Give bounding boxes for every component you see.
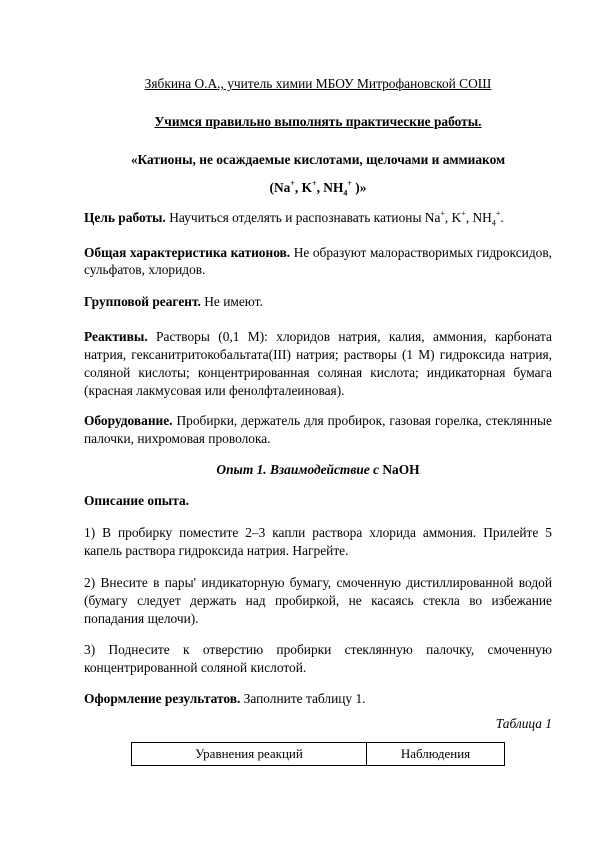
general-text: Не образуют малорастворимых гидроксидов, сульфатов, хлоридов. [84, 245, 552, 277]
group-reagent-paragraph [84, 294, 552, 310]
goal-end: . [500, 210, 504, 225]
title-k-symbol: , K [294, 180, 313, 195]
experiment-title-reagent: NaOH [382, 462, 420, 477]
equipment-label: Оборудование. [84, 413, 173, 428]
goal-na-charge: + [440, 208, 445, 218]
group-reagent-label: Групповой реагент. [84, 294, 201, 309]
title-nh-subscript: 4 [343, 188, 348, 198]
title-close: )» [351, 180, 367, 195]
general-paragraph [84, 244, 552, 278]
experiment-step-3: 3) Поднесите к отверстию пробирки стеклянную палочку, смоченную концентрированной соляной кислотой. [84, 642, 552, 675]
results-paragraph [84, 691, 552, 707]
goal-nh-subscript: 4 [491, 218, 496, 228]
title-na-symbol: (Na [269, 180, 291, 195]
topic-title-line2 [84, 180, 552, 196]
title-nh-charge: + [347, 178, 352, 188]
topic-title-line1: «Катионы, не осаждаемые кислотами, щелочами и аммиаком [130, 152, 506, 167]
table-header-observations: Наблюдения [367, 743, 505, 766]
title-na-charge: + [290, 178, 295, 188]
table-header-row [132, 743, 505, 766]
motto-line: Учимся правильно выполнять практические работы. [154, 114, 482, 129]
title-k-charge: + [312, 178, 317, 188]
results-label: Оформление результатов. [84, 691, 241, 706]
goal-label: Цель работы. [84, 210, 166, 225]
author-line: Зябкина О.А., учитель химии МБОУ Митрофановской СОШ [144, 76, 492, 91]
results-text: Заполните таблицу 1. [240, 691, 366, 706]
reagents-paragraph [84, 328, 552, 400]
experiment-step-1: 1) В пробирку поместите 2–3 капли раствора хлорида аммония. Прилейте 5 капель раствора гидроксида натрия. Нагрейте. [84, 525, 552, 558]
experiment-step-2: 2) Внесите в пары' индикаторную бумагу, смоченную дистиллированной водой (бумагу следует держать над пробиркой, не касаясь стекла во избежание попадания щелочи). [84, 575, 552, 626]
goal-text: Научиться отделять и распознавать катионы Na [165, 210, 441, 225]
goal-k-charge: + [461, 208, 466, 218]
group-reagent-text: Не имеют. [200, 294, 263, 309]
goal-k-symbol: , K [444, 210, 462, 225]
experiment-title-text: Опыт 1. Взаимодействие с [216, 462, 383, 477]
table-caption: Таблица 1 [495, 716, 552, 731]
general-label: Общая характеристика катионов. [84, 245, 291, 260]
results-table [131, 742, 505, 766]
goal-nh-symbol: , NH [465, 210, 492, 225]
table-header-equations: Уравнения реакций [132, 743, 367, 766]
experiment-title [84, 462, 552, 478]
goal-paragraph [84, 210, 552, 226]
equipment-text: Пробирки, держатель для пробирок, газовая горелка, стеклянные палочки, нихромовая проволока. [84, 413, 552, 446]
equipment-paragraph [84, 412, 552, 448]
title-nh-symbol: , NH [316, 180, 344, 195]
goal-nh-charge: + [495, 208, 501, 218]
experiment-description-label: Описание опыта. [84, 493, 190, 508]
reagents-text: Растворы (0,1 М): хлоридов натрия, калия, аммония, карбоната натрия, гексанитритокобальтата(III) натрия; растворы (1 М) гидроксида натрия, соляной кислоты; концентрированная соляная кислота; индикаторная бумага (красная лакмусовая или фенолфталеиновая). [84, 329, 552, 398]
reagents-label: Реактивы. [84, 329, 148, 344]
